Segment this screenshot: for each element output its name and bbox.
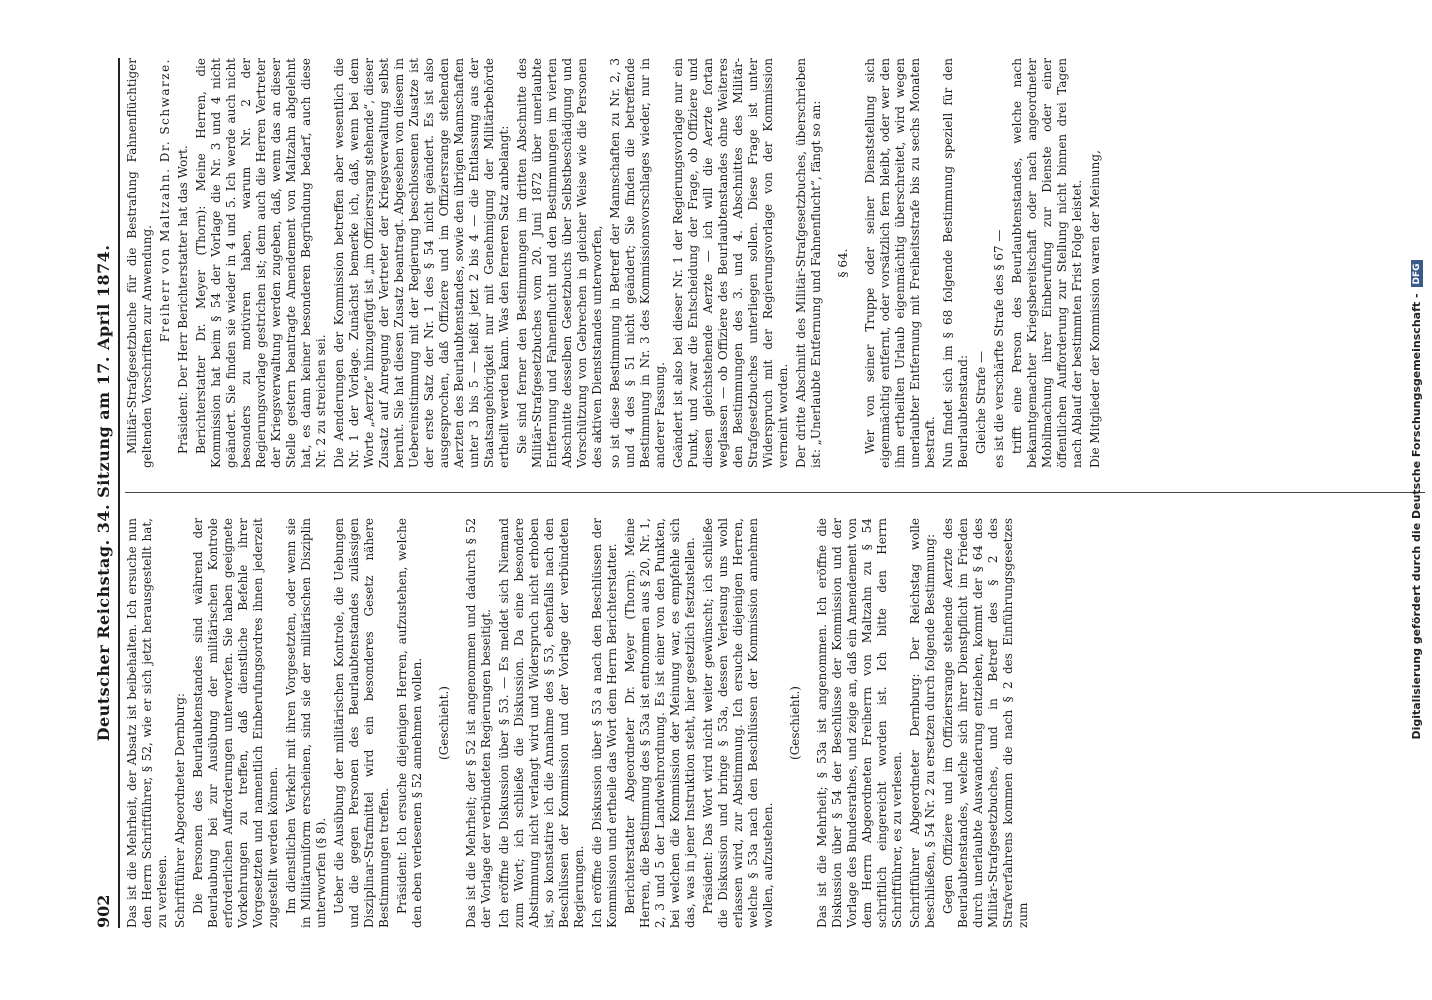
header-rule xyxy=(118,58,120,928)
paragraph: Freiherr von Maltzahn. Dr. Schwarze. xyxy=(158,58,172,343)
paragraph: Präsident: Das Wort wird nicht weiter gewünscht; ich schließe die Diskussion und bringe § 53a, dessen Verlesung uns wohl erlassen wird, zur Abstimmung. Ich ersuche diejenigen Herren, welche § 53a nach den Beschlüssen der Kommission annehmen wollen, aufzustehen. xyxy=(701,518,775,928)
paragraph: Ueber die Ausübung der militärischen Kontrole, die Uebungen und die gegen Personen des Beurlaubtenstandes zulässigen Disziplinar-Strafmittel wird ein besonderes Gesetz nähere Bestimmungen treffen. xyxy=(332,518,391,928)
paragraph: (Geschieht.) xyxy=(788,686,802,760)
paragraph: § 64. xyxy=(836,248,850,278)
paragraph: trifft eine Person des Beurlaubtenstandes, welche nach bekanntgemachter Kriegsbereitschaft oder nach angeordneter Mobilmachung ihrer Einberufung zur Dienste oder einer öffentlichen Aufforderung zur Stellung nicht binnen drei Tagen nach Ablauf der bestimmten Frist Folge leistet. xyxy=(1010,58,1084,468)
paragraph: Die Personen des Beurlaubtenstandes sind während der Beurlaubung bei zur Ausübung der militärischen Kontrole erforderlichen Aufforderungen unterworfen. Sie haben geeignete Vorkehrungen zu treffen, daß dienstliche Befehle ihrer Vorgesetzten und namentlich Einberufungsordres ihnen jederzeit zugestellt werden können. xyxy=(191,518,280,928)
paragraph: Präsident: Der Herr Berichterstatter hat das Wort. xyxy=(176,145,190,454)
paragraph: Die Mitglieder der Kommission waren der Meinung, xyxy=(1088,150,1102,468)
paragraph: Nun findet sich im § 68 folgende Bestimmung speziell für den Beurlaubtenstand: xyxy=(941,58,970,468)
paragraph: Geändert ist also bei dieser Nr. 1 der Regierungsvorlage nur ein Punkt, und zwar die Entscheidung der Frage, ob Offiziere und diesen gleichstehende Aerzte — ich will die Aerzte fortan weglassen — ob Offiziere des Beurlaubtenstandes ohne Weiteres den Bestimmungen des 3. und 4. Abschnittes des Militär-Strafgesetzbuches unterliegen sollen. Diese Frage ist unter Widerspruch mit der Regierungsvorlage von der Kommission verneint worden. xyxy=(671,58,790,468)
column-divider xyxy=(125,492,1425,493)
paragraph: Das ist die Mehrheit, der Absatz ist beibehalten. Ich ersuche nun den Herrn Schriftführer, § 52, wie er sich jetzt herausgestellt hat, zu verlesen. xyxy=(125,518,169,928)
paragraph: Wer von seiner Truppe oder seiner Dienststellung sich eigenmächtig entfernt, oder vorsätzlich fern bleibt, oder wer den ihm ertheilten Urlaub eigenmächtig überschreitet, wird wegen unerlaubter Entfernung mit Freiheitsstrafe bis zu sechs Monaten bestraft. xyxy=(863,58,937,468)
paragraph: Ich eröffne die Diskussion über § 53 a nach den Beschlüssen der Kommission und ertheile das Wort dem Herrn Berichterstatter. xyxy=(590,518,619,928)
paragraph: Präsident: Ich ersuche diejenigen Herren, aufzustehen, welche den eben verlesenen § 52 annehmen wollen. xyxy=(395,518,424,928)
paragraph: Schriftführer Abgeordneter Dernburg: xyxy=(173,693,187,928)
paragraph: Berichterstatter Dr. Meyer (Thorn): Meine Herren, die Kommission hat beim § 54 der Vorlage die Nr. 3 und 4 nicht geändert. Sie finden sie wieder in 4 und 5. Ich werde auch nicht besonders zu motiviren haben, warum Nr. 2 der Regierungsvorlage gestrichen ist; denn auch die Herren Vertreter der Kriegsverwaltung werden zugeben, daß, wenn das an dieser Stelle gestern beantragte Amendement von Maltzahn abgelehnt hat, es dann keiner besonderen Begründung bedarf, auch diese Nr. 2 zu streichen sei. xyxy=(194,58,328,468)
paragraph: es ist die verschärfte Strafe des § 67 — xyxy=(992,229,1006,468)
page-header xyxy=(88,58,118,928)
paragraph: Gegen Offiziere und im Offiziersrange stehende Aerzte des Beurlaubtenstandes, welche sich ihrer Dienstpflicht im Frieden durch unerlaubte Auswanderung entziehen, kommt der § 64 des Militär-Strafgesetzbuches, und in Betreff des § 2 des Strafverfahrens kommen die nach § 2 des Einführungsgesetzes zum xyxy=(941,518,1030,928)
left-column xyxy=(125,518,1034,928)
paragraph: Sie sind ferner den Bestimmungen im dritten Abschnitte des Militär-Strafgesetzbuches vom 20. Juni 1872 über unerlaubte Entfernung und Fahnenflucht und den Bestimmungen im vierten Abschnitte desselben Gesetzbuchs über Selbstbeschädigung und Vorschützung von Gebrechen in gleicher Weise wie die Personen des aktiven Dienststandes unterworfen, xyxy=(515,58,604,468)
dfg-logo: DFG xyxy=(1411,260,1423,287)
paragraph: Die Aenderungen der Kommission betreffen aber wesentlich die Nr. 1 der Vorlage. Zunächst bemerke ich, daß, wenn bei dem Worte „Aerzte“ hinzugefügt ist „im Offiziersrang stehende“, dieser Zusatz auf Anregung der Vertreter der Kriegsverwaltung selbst beruht. Sie hat diesen Zusatz beantragt. Abgesehen von diesem in Uebereinstimmung mit der Regierung beschlossenen Zusatze ist der erste Satz der Nr. 1 des § 54 nicht geändert. Es ist also ausgesprochen, daß Offiziere und im Offiziersrange stehenden Aerzten des Beurlaubtenstandes, sowie den übrigen Mannschaften unter 3 bis 5 — heißt jetzt 2 bis 4 — die Entlassung aus der Staatsangehörigkeit nur mit Genehmigung der Militärbehörde ertheilt werden kann. Was den ferneren Satz anbelangt: xyxy=(332,58,511,468)
paragraph: Schriftführer Abgeordneter Dernburg: Der Reichstag wolle beschließen, § 54 Nr. 2 zu ersetzen durch folgende Bestimmung: xyxy=(908,518,937,928)
paragraph: Militär-Strafgesetzbuche für die Bestrafung Fahnenflüchtiger geltenden Vorschriften zur Anwendung. xyxy=(125,58,154,468)
page-number: 902 xyxy=(94,894,113,928)
paragraph: Gleiche Strafe — xyxy=(974,350,988,454)
paragraph: so ist diese Bestimmung in Betreff der Mannschaften zu Nr. 2, 3 und 4 des § 51 nicht geändert; Sie finden die betreffende Bestimmung in Nr. 3 des Kommissionsvorschlages wieder, nur in anderer Fassung. xyxy=(608,58,667,468)
paragraph: (Geschieht.) xyxy=(437,686,451,760)
digitization-note: Digitalisierung gefördert durch die Deutsche Forschungsgemeinschaft - xyxy=(1410,293,1423,740)
paragraph: Das ist die Mehrheit; § 53a ist angenommen. Ich eröffne die Diskussion über § 54 der Beschlüsse der Kommission und der Vorlage des Bundesrathes, und zeige an, daß ein Amendement von dem Herrn Abgeordneten Freiherrn von Maltzahn zu § 54 schriftlich eingereicht worden ist. Ich bitte den Herrn Schriftführer, es zu verlesen. xyxy=(815,518,904,928)
paragraph: Im dienstlichen Verkehr mit ihren Vorgesetzten, oder wenn sie in Militäruniform erscheinen, sind sie der militärischen Disziplin unterworfen (§ 8). xyxy=(284,518,328,928)
paragraph: Der dritte Abschnitt des Militär-Strafgesetzbuches, überschrieben ist: „Unerlaubte Entfernung und Fahnenflucht“, fängt so an: xyxy=(794,58,823,468)
digitization-footer xyxy=(1410,0,1423,1000)
paragraph: Das ist die Mehrheit; der § 52 ist angenommen und dadurch § 52 der Vorlage der verbündeten Regierungen beseitigt. xyxy=(464,518,493,928)
paragraph: Berichterstatter Abgeordneter Dr. Meyer (Thorn): Meine Herren, die Bestimmung des § 53a ist entnommen aus § 20, Nr. 1, 2, 3 und 5 der Landwehrordnung. Es ist einer von den Punkten, bei welchen die Kommission der Meinung war, es empfehle sich das, was in jener Instruktion steht, hier gesetzlich festzustellen. xyxy=(623,518,697,928)
right-column xyxy=(125,58,1106,468)
page-title: Deutscher Reichstag. 34. Sitzung am 17. April 1874. xyxy=(94,244,113,742)
paragraph: Ich eröffne die Diskussion über § 53. — Es meldet sich Niemand zum Wort; ich schließe die Diskussion. Da eine besondere Abstimmung nicht verlangt wird und Widerspruch nicht erhoben ist, so konstatire ich die Annahme des § 53, ebenfalls nach den Beschlüssen der Kommission und der Vorlage der verbündeten Regierungen. xyxy=(497,518,586,928)
